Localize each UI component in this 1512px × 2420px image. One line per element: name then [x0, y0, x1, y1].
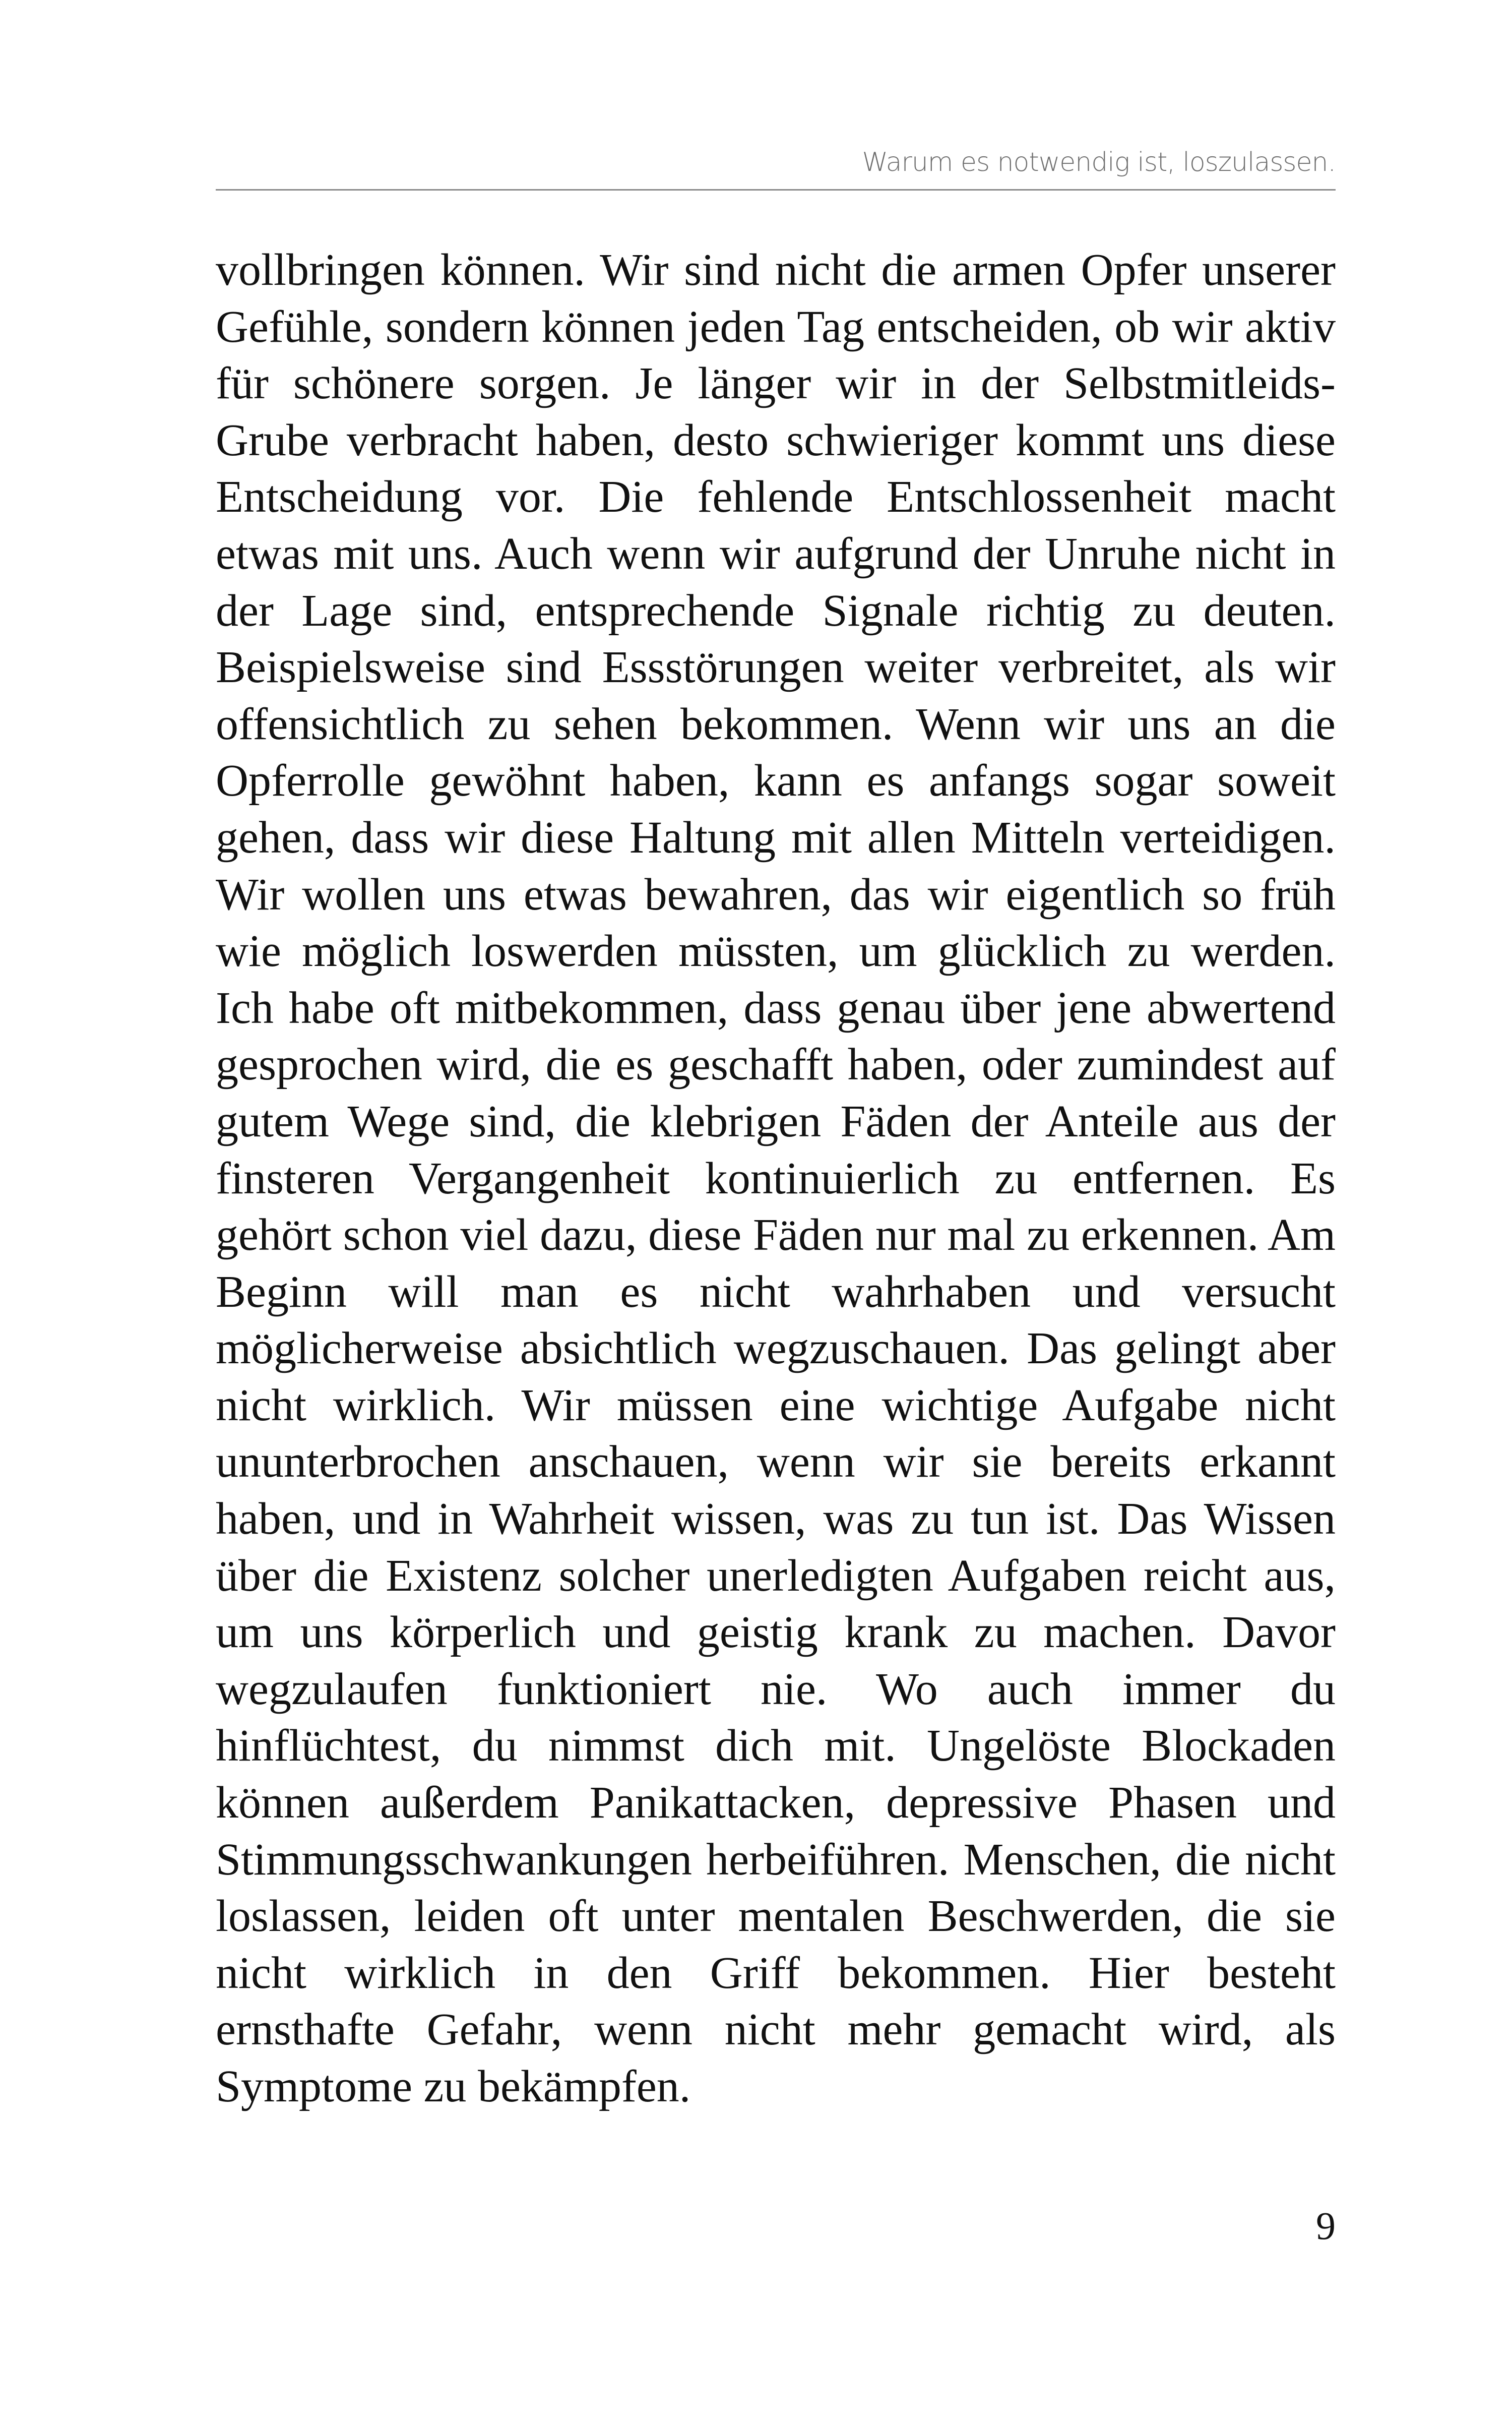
page-number: 9 [1316, 2204, 1336, 2248]
header-divider [216, 189, 1336, 191]
body-paragraph: vollbringen können. Wir sind nicht die armen Opfer unserer Gefühle, sondern können jeden Tag entscheiden, ob wir aktiv für schönere sorgen. Je länger wir in der Selbstmitleids-Grube verbracht haben, desto schwieriger kommt uns diese Entscheidung vor. Die fehlende Entschlossenheit macht etwas mit uns. Auch wenn wir aufgrund der Unruhe nicht in der Lage sind, entsprechende Signale richtig zu deuten. Beispielsweise sind Essstörungen weiter verbreitet, als wir offensichtlich zu sehen bekommen. Wenn wir uns an die Opferrolle gewöhnt haben, kann es anfangs sogar soweit gehen, dass wir diese Haltung mit allen Mitteln verteidigen. Wir wollen uns etwas bewahren, das wir eigentlich so früh wie möglich loswerden müssten, um glücklich zu werden. Ich habe oft mitbekommen, dass genau über jene abwertend gesprochen wird, die es geschafft haben, oder zumindest auf gutem Wege sind, die klebrigen Fäden der Anteile aus der finsteren Vergangenheit kontinuierlich zu entfernen. Es gehört schon viel dazu, diese Fäden nur mal zu erkennen. Am Beginn will man es nicht wahrhaben und versucht möglicherweise absichtlich wegzuschauen. Das gelingt aber nicht wirklich. Wir müssen eine wichtige Aufgabe nicht ununterbrochen anschauen, wenn wir sie bereits erkannt haben, und in Wahrheit wissen, was zu tun ist. Das Wissen über die Existenz solcher unerledigten Aufgaben reicht aus, um uns körperlich und geistig krank zu machen. Davor wegzulaufen funktioniert nie. Wo auch immer du hinflüchtest, du nimmst dich mit. Ungelöste Blockaden können außerdem Panikattacken, depressive Phasen und Stimmungsschwankungen herbeiführen. Menschen, die nicht loslassen, leiden oft unter mentalen Beschwerden, die sie nicht wirklich in den Griff bekommen. Hier besteht ernsthafte Gefahr, wenn nicht mehr gemacht wird, als Symptome zu bekämpfen. [216, 245, 1336, 2111]
running-header: Warum es notwendig ist, loszulassen. [862, 147, 1336, 177]
